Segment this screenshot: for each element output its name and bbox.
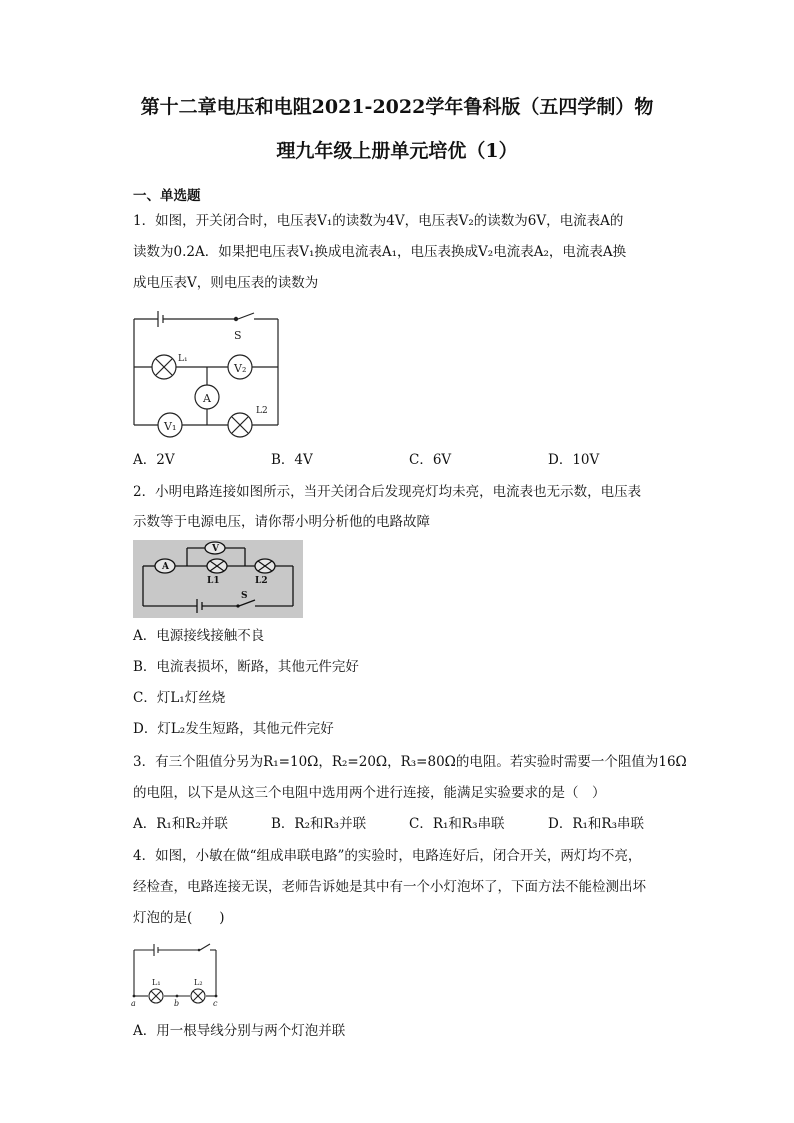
lamp-l1-label: L₁ xyxy=(152,978,161,987)
page-title-line-2: 理九年级上册单元培优（1） xyxy=(276,140,518,162)
q2-option-d[interactable]: D．灯L₂发生短路，其他元件完好 xyxy=(133,721,334,737)
q2-option-b[interactable]: B．电流表损坏，断路，其他元件完好 xyxy=(133,659,359,675)
q1-circuit-diagram xyxy=(130,305,290,440)
switch-label: S xyxy=(241,591,248,601)
q3-option-c[interactable]: C．R₁和R₃串联 xyxy=(409,816,505,832)
point-c-label: c xyxy=(213,999,218,1008)
lamp-l1-label: L1 xyxy=(207,576,220,586)
q2-circuit-photo xyxy=(133,540,303,618)
q3-option-b[interactable]: B．R₂和R₃并联 xyxy=(271,816,367,832)
q4-line-1: 4．如图，小敏在做“组成串联电路”的实验时，电路连好后，闭合开关，两灯均不亮， xyxy=(133,848,642,864)
ammeter-label: A xyxy=(162,562,169,572)
q1-line-2: 读数为0.2A．如果把电压表V₁换成电流表A₁，电压表换成V₂电流表A₂，电流表A换 xyxy=(133,244,627,260)
q4-line-2: 经检查，电路连接无误，老师告诉她是其中有一个小灯泡坏了，下面方法不能检测出坏 xyxy=(133,879,646,895)
q4-circuit-diagram xyxy=(128,940,228,1008)
q3-line-2: 的电阻，以下是从这三个电阻中选用两个进行连接，能满足实验要求的是（ ） xyxy=(133,785,606,801)
q1-line-1: 1．如图，开关闭合时，电压表V₁的读数为4V，电压表V₂的读数为6V，电流表A的 xyxy=(133,213,624,229)
q2-line-2: 示数等于电源电压，请你帮小明分析他的电路故障 xyxy=(133,514,430,530)
lamp-l2-label: L2 xyxy=(255,576,268,586)
ammeter-label: A xyxy=(203,392,211,405)
q3-option-a[interactable]: A．R₁和R₂并联 xyxy=(133,816,228,832)
q4-line-3: 灯泡的是( ) xyxy=(133,910,225,926)
lamp-l2-label: L2 xyxy=(256,406,268,416)
q4-option-a[interactable]: A．用一根导线分别与两个灯泡并联 xyxy=(133,1023,346,1039)
voltmeter-v1-label: V₁ xyxy=(164,420,177,433)
page-title-line-1: 第十二章电压和电阻2021-2022学年鲁科版（五四学制）物 xyxy=(140,96,654,118)
section-heading: 一、单选题 xyxy=(133,188,201,204)
q1-line-3: 成电压表V，则电压表的读数为 xyxy=(133,275,319,291)
q1-option-a[interactable]: A．2V xyxy=(133,452,175,468)
point-b-label: b xyxy=(174,999,180,1008)
q3-line-1: 3．有三个阻值分另为R₁=10Ω，R₂=20Ω，R₃=80Ω的电阻。若实验时需要一个阻值为16Ω xyxy=(133,754,687,770)
q3-option-d[interactable]: D．R₁和R₃串联 xyxy=(548,816,644,832)
switch-lever xyxy=(238,313,254,319)
q2-option-c[interactable]: C．灯L₁灯丝烧 xyxy=(133,690,226,706)
q1-option-b[interactable]: B．4V xyxy=(271,452,313,468)
q2-option-a[interactable]: A．电源接线接触不良 xyxy=(133,628,265,644)
voltmeter-v2-label: V₂ xyxy=(234,362,247,375)
lamp-l1-label: L₁ xyxy=(178,354,188,364)
q1-option-c[interactable]: C．6V xyxy=(409,452,452,468)
voltmeter-label: V xyxy=(212,544,219,554)
switch-label: S xyxy=(234,329,242,342)
switch-lever xyxy=(200,944,210,950)
point-a-label: a xyxy=(131,999,136,1008)
q2-line-1: 2．小明电路连接如图所示，当开关闭合后发现亮灯均未亮，电流表也无示数，电压表 xyxy=(133,484,642,500)
q1-option-d[interactable]: D．10V xyxy=(548,452,600,468)
lamp-l2-label: L₂ xyxy=(194,978,203,987)
